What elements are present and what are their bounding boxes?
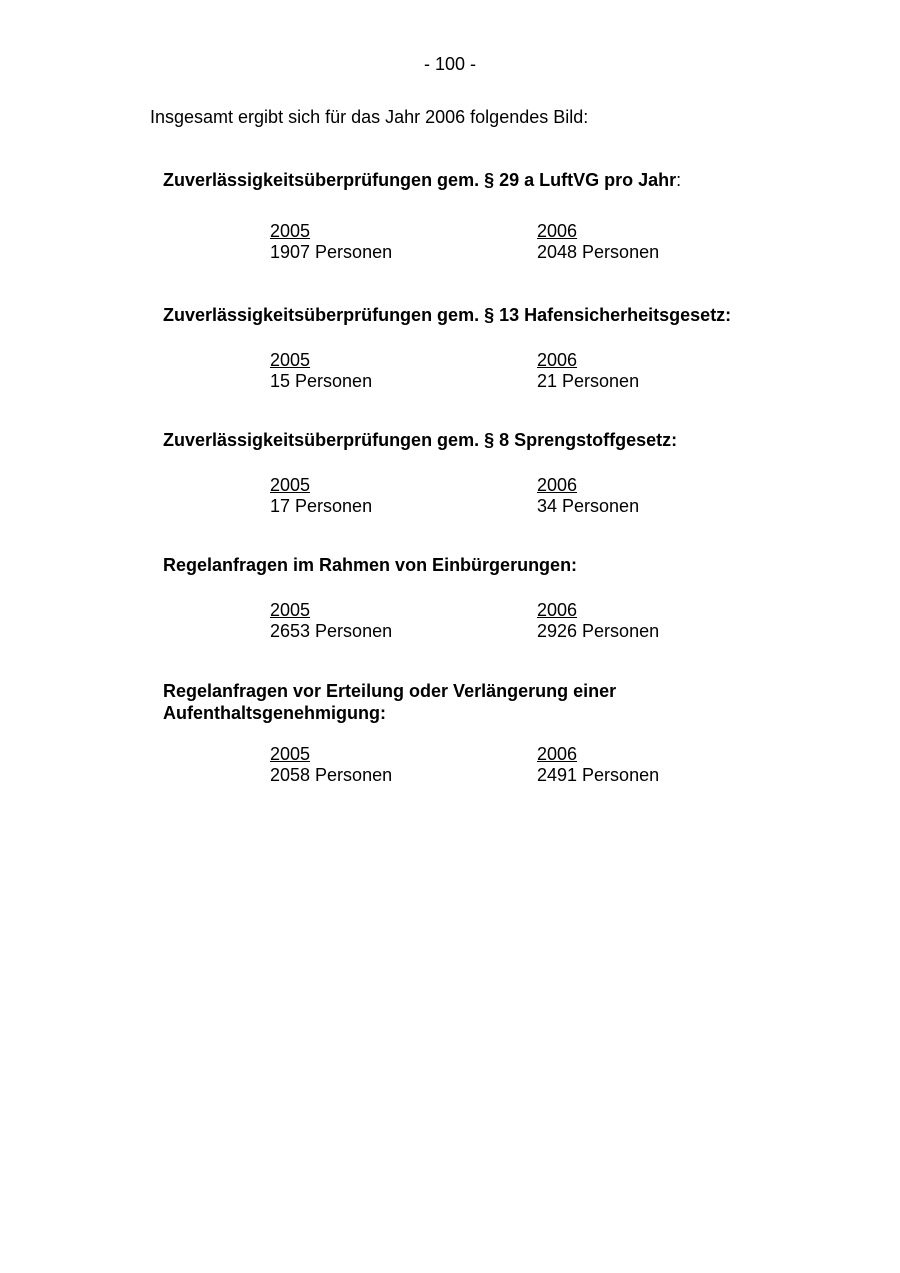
year-label: 2005 bbox=[270, 350, 311, 370]
section-title: Zuverlässigkeitsüberprüfungen gem. § 13 Hafensicherheitsgesetz: bbox=[163, 305, 732, 325]
year-comparison bbox=[163, 744, 783, 788]
year-label: 2006 bbox=[537, 600, 578, 620]
year-column-2006 bbox=[537, 221, 659, 263]
year-column-2005 bbox=[270, 600, 392, 642]
year-column-2006 bbox=[537, 475, 639, 517]
intro-text: Insgesamt ergibt sich für das Jahr 2006 folgendes Bild: bbox=[150, 107, 589, 127]
section-sprengstoffgesetz bbox=[163, 429, 783, 519]
year-label: 2005 bbox=[270, 744, 311, 764]
year-label: 2005 bbox=[270, 600, 311, 620]
year-column-2005 bbox=[270, 744, 392, 786]
section-luftvg bbox=[163, 169, 783, 265]
section-title-suffix: : bbox=[676, 170, 682, 190]
section-title-text: Zuverlässigkeitsüberprüfungen gem. § 29 a LuftVG pro Jahr bbox=[163, 170, 677, 190]
year-column-2005 bbox=[270, 350, 372, 392]
year-comparison bbox=[163, 350, 783, 394]
year-column-2005 bbox=[270, 221, 392, 263]
year-comparison bbox=[163, 475, 783, 519]
year-value: 2926 Personen bbox=[537, 621, 660, 641]
year-value: 21 Personen bbox=[537, 371, 640, 391]
section-title: Zuverlässigkeitsüberprüfungen gem. § 8 Sprengstoffgesetz: bbox=[163, 430, 678, 450]
page-number: - 100 - bbox=[423, 54, 477, 74]
section-title-line: Regelanfragen vor Erteilung oder Verlängerung einer bbox=[163, 681, 617, 701]
year-label: 2005 bbox=[270, 221, 311, 241]
section-title: Regelanfragen im Rahmen von Einbürgerungen: bbox=[163, 555, 578, 575]
year-value: 17 Personen bbox=[270, 496, 373, 516]
year-column-2006 bbox=[537, 600, 659, 642]
year-value: 2048 Personen bbox=[537, 242, 660, 262]
year-value: 1907 Personen bbox=[270, 242, 393, 262]
year-comparison bbox=[163, 221, 783, 265]
year-label: 2006 bbox=[537, 350, 578, 370]
year-column-2005 bbox=[270, 475, 372, 517]
year-column-2006 bbox=[537, 350, 639, 392]
year-value: 2491 Personen bbox=[537, 765, 660, 785]
year-comparison bbox=[163, 600, 783, 644]
year-label: 2005 bbox=[270, 475, 311, 495]
section-aufenthaltsgenehmigung bbox=[163, 680, 783, 788]
year-value: 15 Personen bbox=[270, 371, 373, 391]
year-value: 34 Personen bbox=[537, 496, 640, 516]
year-label: 2006 bbox=[537, 744, 578, 764]
year-column-2006 bbox=[537, 744, 659, 786]
section-einbuergerungen bbox=[163, 554, 783, 644]
section-title bbox=[163, 169, 783, 191]
section-hafensicherheitsgesetz bbox=[163, 304, 783, 394]
section-title-line: Aufenthaltsgenehmigung: bbox=[163, 703, 386, 723]
year-value: 2653 Personen bbox=[270, 621, 393, 641]
year-label: 2006 bbox=[537, 475, 578, 495]
year-value: 2058 Personen bbox=[270, 765, 393, 785]
year-label: 2006 bbox=[537, 221, 578, 241]
section-title bbox=[163, 680, 783, 724]
